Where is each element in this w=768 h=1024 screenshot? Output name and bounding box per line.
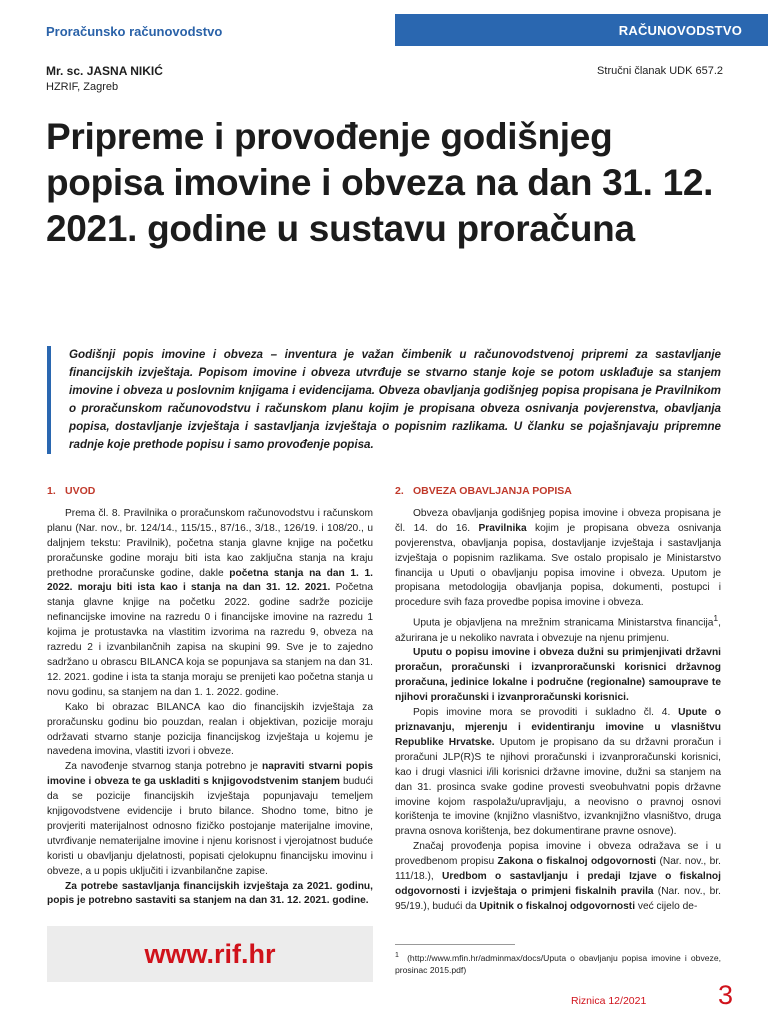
text-run: Uputa je objavljena na mrežnim stranicama Ministarstva financija — [413, 617, 714, 629]
category-banner — [395, 14, 768, 46]
journal-issue: Riznica 12/2021 — [571, 995, 647, 1007]
text-run: Značaj provođenja popisa imovine i obveza odražava se i u provedbenom propisu — [395, 841, 721, 868]
text-run: (Nar. nov., br. 111/18.), — [395, 856, 721, 883]
article-meta: Stručni članak UDK 657.2 — [597, 65, 723, 77]
footnote-divider — [395, 944, 515, 945]
bold-text: početna stanja na dan 1. 1. 2022. moraju biti ista kao i stanja na dan 31. 12. 2021. — [47, 567, 373, 594]
bold-text: Pravilnika — [478, 522, 527, 534]
paragraph: Kako bi obrazac BILANCA kao dio financijskih izvještaja za proračunsku godinu bio pouzdan, realan i objektivan, pozicije moraju održavati stvarno stanje pozicija financijskog izvještaja u kojemu je navedena imovina, vlastiti izvori i obveze. — [47, 701, 373, 758]
bold-text: Upute o priznavanju, mjerenju i evidentiranju imovine u vlasništvu Republike Hrvatske. — [395, 707, 722, 748]
category-label: RAČUNOVODSTVO — [618, 22, 742, 38]
section-number: 1. — [47, 485, 56, 497]
paragraph — [395, 646, 721, 706]
text-run: kojim je propisana obveza osnivanja povjerenstva, obavljanja popisa, dostavljanje izvještaja i sastavljanja izvještaja o popisnim razlikama. Sve ostalo propisalo je Ministarstvo financija u Uputi o obavljanju popisa imovine i obveza. Uputom je propisana metodologija obavljanja popisa, dokumenti, postupci i procedure svih faza provedbe popisa imovine i obveza. — [395, 522, 721, 609]
text-run: Prema čl. 8. Pravilnika o proračunskom računovodstvu i računskom planu (Nar. nov., br. 124/14., 115/15., 87/16., 3/18., 126/19. i 108/20., u daljnjem tekstu: Pravilnik), početna stanja glavne knjige na početku proračunske godine moraju biti ista kao zaključna stanja na kraju prethodne proračunske godine, dakle — [47, 507, 373, 579]
text-run: , ažurirana je u nekoliko navrata i obvezuje na njenu primjenu. — [395, 617, 721, 644]
section-heading-uvod — [47, 484, 373, 499]
footnote-text: (http://www.mfin.hr/adminmax/docs/Uputa o obavljanju popisa imovine i obveze, prosinac 2015.pdf) — [395, 952, 721, 975]
paragraph — [395, 706, 721, 840]
abstract-accent-bar — [47, 346, 51, 454]
section-heading-text: OBVEZA OBAVLJANJA POPISA — [413, 485, 572, 497]
bold-text: Uputu o popisu imovine i obveza dužni su primjenjivati državni proračun, proračunski i izvanproračunski korisnici državnog proračuna, jedinice lokalne i područne (regionalne) samouprave te njihovi proračunski i izvanproračunski korisnici. — [395, 647, 721, 704]
footnote-marker: 1 — [395, 952, 399, 959]
text-run: Uputom je propisano da su državni proračun i proračuni JLP(R)S te njihovi proračunski i izvanproračunski korisnici, kao i drugi vlasnici i/ili korisnici državne imovine, dužni sa stanjem na dan 31. prosinca svake godine provesti sveobuhvatni popis državne imovine kojom raspolažu/upravljaju, a neovisno o pravnoj osnovi korištenja te imovine (knjižno vlasništvo, izvanknjižno vlasništvo, druga pravna osnova korištenja, bez dokumentirane pravne osnove). — [395, 736, 721, 838]
paragraph — [395, 840, 721, 915]
bold-text: napraviti stvarni popis imovine i obveza te ga uskladiti s knjigovodstvenim stanjem — [47, 761, 373, 788]
text-run: Obveza obavljanja godišnjeg popisa imovine i obveza propisana je čl. 14. do 16. — [395, 507, 721, 534]
paragraph — [47, 760, 373, 879]
footnote — [395, 950, 721, 976]
paragraph — [395, 507, 721, 611]
footnote-ref[interactable]: 1 — [713, 613, 719, 624]
text-run: budući da se pozicije financijskih izvještaja popunjavaju temeljem knjigovodstvene evidencije i bruto bilance. Shodno tome, bitno je provjeriti materijalnost odnosno fizičko postojanje materijalne imovine, utvrđivanje nematerijalne imovine i njenu korisnost i vjerojatnost buduće koristi u obavljanju djelatnosti, popisati cjelokupnu financijsku imovinu i obveze, a u popis uključiti i izvanbilančne zapise. — [47, 776, 373, 877]
abstract: Godišnji popis imovine i obveza – inventura je važan čimbenik u računovodstvenoj pripremi za sastavljanje financijskih izvještaja. Popisom imovine i obveza utvrđuje se stvarno stanje koje se potom usklađuje sa stanjem imovine i obveza u poslovnim knjigama i evidencijama. Obveza obavljanja godišnjeg popisa propisana je Pravilnikom o proračunskom računovodstvu i računskom planu kojim je propisana obveza osnivanja povjerenstva, obavljanja popisa, dostavljanje izvještaja i sastavljanja izvještaja o popisnim razlikama. U članku se pojašnjavaju pripremne radnje koje prethode popisu i samo provođenje popisa. — [69, 348, 721, 451]
author-name: Mr. sc. JASNA NIKIĆ — [46, 64, 163, 78]
bold-text: Za potrebe sastavljanja financijskih izvještaja za 2021. godinu, popis je potrebno sastaviti sa stanjem na dan 31. 12. 2021. godine. — [47, 880, 373, 907]
column-right — [395, 484, 721, 915]
section-title-link[interactable]: Proračunsko računovodstvo — [46, 24, 223, 39]
section-heading-text: UVOD — [65, 485, 96, 497]
column-left — [47, 484, 373, 909]
bold-text: Upitnik o fiskalnoj odgovornosti — [479, 900, 636, 912]
paragraph — [395, 611, 721, 646]
author-affiliation: HZRIF, Zagreb — [46, 81, 119, 93]
text-run: Početna stanja glavne knjige na početku 2022. godine sadrže pozicije nefinancijske imovine na razredu 0 i financijske imovine na razredu 1 kojima je protustavka na vlastitim izvorima na razredu 9, obveza na razredu 2 i izvanbilančnih zapisa na skupini 99. Sve je to zajedno sadržano u obrascu BILANCA koja se popunjava sa stanjem na dan 31. 12. 2021. godine i ista ta stanja moraju se prenijeti kao početna stanja u novu godinu, sa stanjem na dan 1. 1. 2022. godine. — [47, 582, 373, 698]
text-run: (Nar. nov., br. 95/19.), budući da — [395, 885, 721, 912]
section-number: 2. — [395, 485, 404, 497]
article-title: Pripreme i provođenje godišnjeg popisa imovine i obveza na dan 31. 12. 2021. godine u sustavu proračuna — [46, 116, 714, 249]
paragraph — [47, 507, 373, 701]
bold-text: Zakona o fiskalnoj odgovornosti — [497, 856, 657, 868]
paragraph — [47, 880, 373, 910]
text-run: Popis imovine mora se provoditi i sukladno čl. 4. — [413, 707, 679, 719]
bold-text: Uredbom o sastavljanju i predaji Izjave o fiskalnoj odgovornosti i izvještaja o primjeni fiskalnih pravila — [395, 871, 721, 897]
text-run: Za navođenje stvarnog stanja potrebno je — [65, 761, 263, 773]
section-heading-obveza — [395, 484, 721, 499]
website-url[interactable]: www.rif.hr — [144, 938, 276, 969]
page-number: 3 — [718, 980, 734, 1010]
text-run: već cijelo de- — [635, 900, 698, 912]
website-link-box[interactable] — [47, 926, 373, 982]
